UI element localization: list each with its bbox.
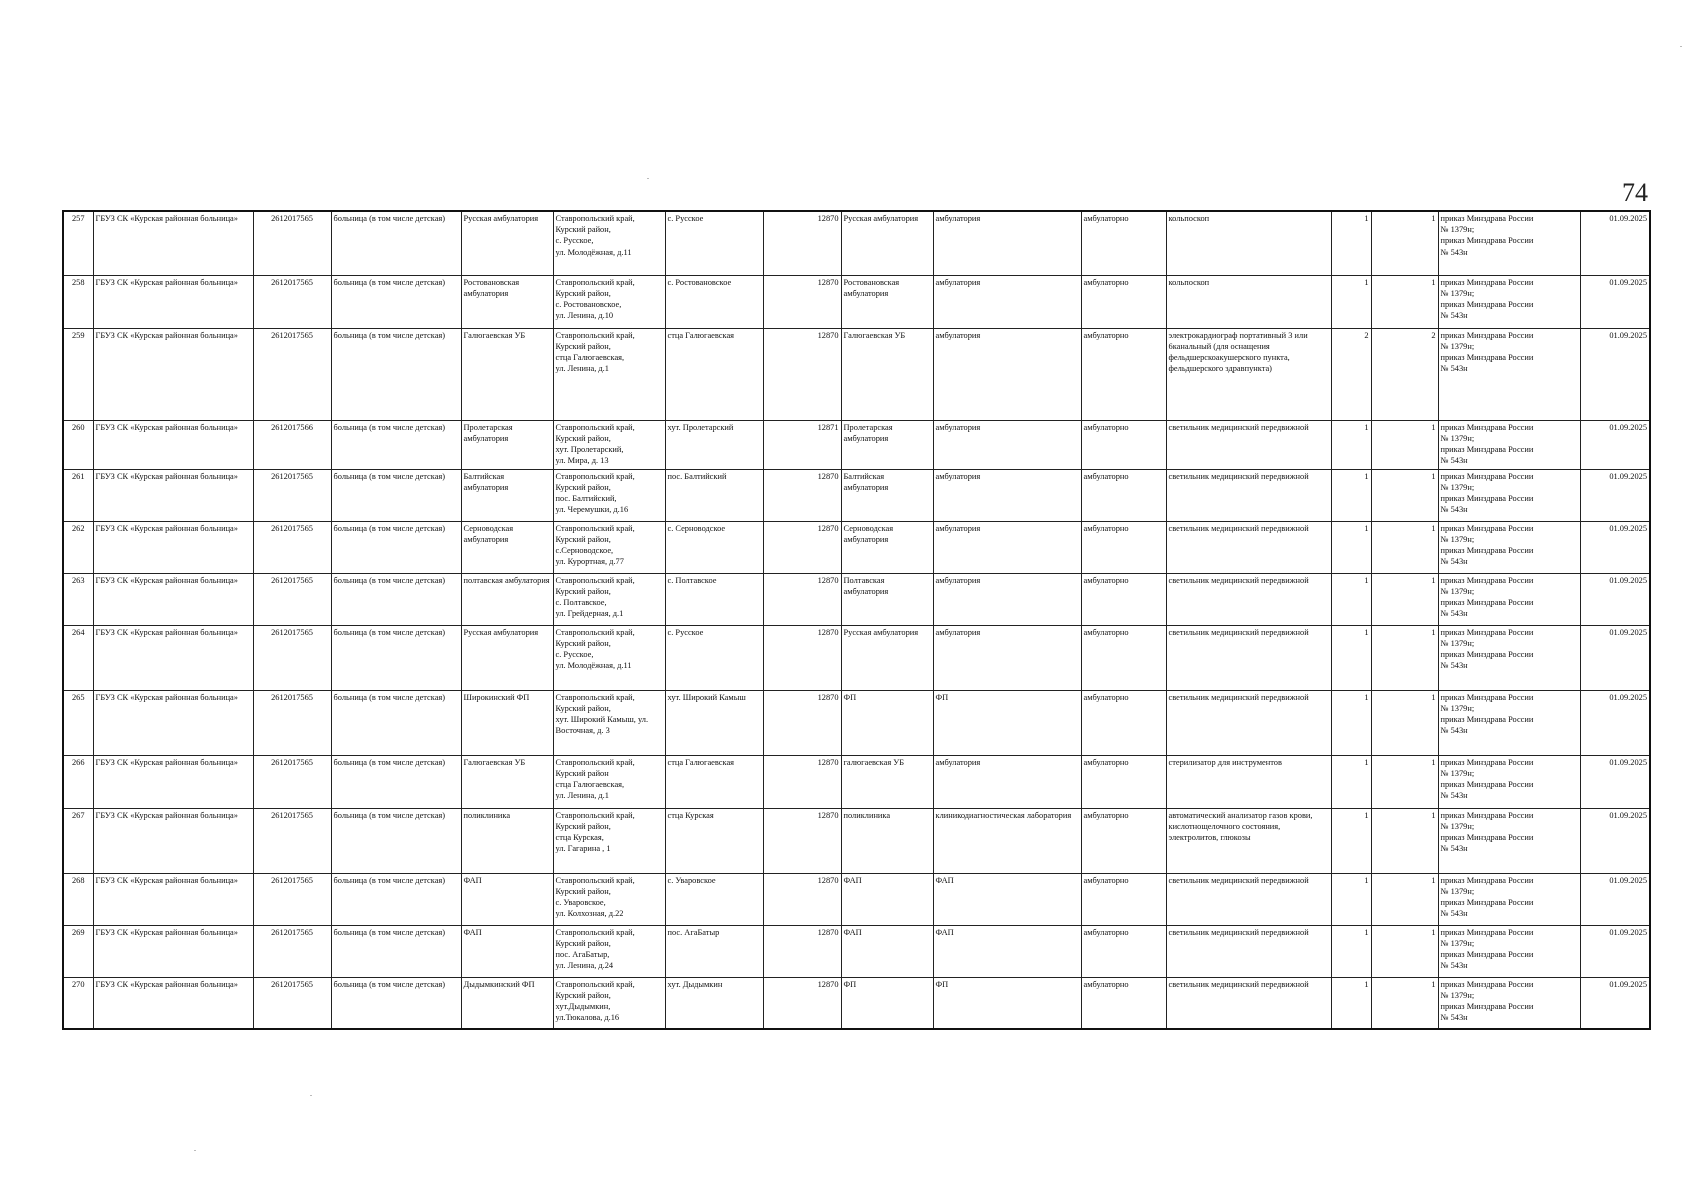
cell-quantity-required: 1 — [1331, 211, 1371, 275]
cell-inn: 2612017565 — [253, 977, 331, 1029]
table-row — [63, 521, 1650, 573]
cell-structural-unit: Балтийская амбулатория — [841, 469, 933, 521]
cell-date: 01.09.2025 — [1580, 873, 1650, 925]
table-row — [63, 873, 1650, 925]
cell-date: 01.09.2025 — [1580, 690, 1650, 755]
cell-facility-type: больница (в том числе детская) — [331, 469, 461, 521]
cell-unit-name: Галюгаевская УБ — [461, 755, 553, 808]
cell-date: 01.09.2025 — [1580, 469, 1650, 521]
cell-unit-name: поликлиника — [461, 808, 553, 873]
cell-quantity-required: 1 — [1331, 420, 1371, 469]
cell-address: Ставропольский край, Курский район, с. Полтавское, ул. Грейдерная, д.1 — [553, 573, 665, 625]
cell-locality: с. Полтавское — [665, 573, 763, 625]
cell-quantity-actual: 1 — [1371, 977, 1438, 1029]
cell-quantity-actual: 1 — [1371, 690, 1438, 755]
cell-unit-name: Балтийская амбулатория — [461, 469, 553, 521]
cell-facility-type: больница (в том числе детская) — [331, 977, 461, 1029]
cell-quantity-required: 1 — [1331, 521, 1371, 573]
cell-row-number: 257 — [63, 211, 93, 275]
cell-subdivision: ФП — [933, 977, 1081, 1029]
cell-inn: 2612017565 — [253, 690, 331, 755]
cell-code: 12870 — [763, 211, 841, 275]
cell-regulation-order: приказ Минздрава России № 1379н; приказ Минздрава России № 543н — [1438, 755, 1580, 808]
cell-code: 12871 — [763, 420, 841, 469]
cell-equipment-name: кольпоскоп — [1166, 275, 1331, 328]
cell-organization-name: ГБУЗ СК «Курская районная больница» — [93, 573, 253, 625]
cell-regulation-order: приказ Минздрава России № 1379н; приказ Минздрава России № 543н — [1438, 925, 1580, 977]
cell-locality: стца Галюгаевская — [665, 328, 763, 420]
cell-structural-unit: ФАП — [841, 925, 933, 977]
cell-organization-name: ГБУЗ СК «Курская районная больница» — [93, 521, 253, 573]
table-row — [63, 275, 1650, 328]
cell-unit-name: Галюгаевская УБ — [461, 328, 553, 420]
cell-subdivision: ФАП — [933, 873, 1081, 925]
cell-quantity-actual: 1 — [1371, 873, 1438, 925]
cell-structural-unit: ФП — [841, 690, 933, 755]
cell-inn: 2612017565 — [253, 328, 331, 420]
cell-locality: стца Курская — [665, 808, 763, 873]
cell-locality: с. Ростовановское — [665, 275, 763, 328]
cell-code: 12870 — [763, 625, 841, 690]
cell-inn: 2612017565 — [253, 625, 331, 690]
cell-facility-type: больница (в том числе детская) — [331, 690, 461, 755]
scan-speck — [310, 1095, 312, 1096]
cell-facility-type: больница (в том числе детская) — [331, 521, 461, 573]
cell-facility-type: больница (в том числе детская) — [331, 420, 461, 469]
scan-speck — [1680, 46, 1682, 47]
cell-code: 12870 — [763, 808, 841, 873]
cell-quantity-actual: 2 — [1371, 328, 1438, 420]
cell-regulation-order: приказ Минздрава России № 1379н; приказ Минздрава России № 543н — [1438, 420, 1580, 469]
cell-quantity-required: 2 — [1331, 328, 1371, 420]
cell-date: 01.09.2025 — [1580, 521, 1650, 573]
cell-care-condition: амбулаторно — [1081, 420, 1166, 469]
table-row — [63, 977, 1650, 1029]
scan-speck — [647, 178, 649, 179]
cell-equipment-name: светильник медицинский передвижной — [1166, 690, 1331, 755]
cell-row-number: 267 — [63, 808, 93, 873]
cell-regulation-order: приказ Минздрава России № 1379н; приказ Минздрава России № 543н — [1438, 808, 1580, 873]
cell-quantity-required: 1 — [1331, 690, 1371, 755]
cell-address: Ставропольский край, Курский район, пос. Балтийский, ул. Черемушки, д.16 — [553, 469, 665, 521]
table-row — [63, 420, 1650, 469]
cell-date: 01.09.2025 — [1580, 625, 1650, 690]
cell-equipment-name: кольпоскоп — [1166, 211, 1331, 275]
cell-inn: 2612017565 — [253, 211, 331, 275]
cell-facility-type: больница (в том числе детская) — [331, 625, 461, 690]
cell-quantity-required: 1 — [1331, 925, 1371, 977]
cell-care-condition: амбулаторно — [1081, 211, 1166, 275]
cell-subdivision: амбулатория — [933, 469, 1081, 521]
cell-unit-name: Русская амбулатория — [461, 211, 553, 275]
cell-address: Ставропольский край, Курский район, хут.Дыдымкин, ул.Тюкалова, д.16 — [553, 977, 665, 1029]
cell-quantity-actual: 1 — [1371, 925, 1438, 977]
table-row — [63, 690, 1650, 755]
cell-quantity-actual: 1 — [1371, 420, 1438, 469]
cell-inn: 2612017565 — [253, 873, 331, 925]
cell-quantity-required: 1 — [1331, 625, 1371, 690]
cell-inn: 2612017565 — [253, 808, 331, 873]
cell-quantity-required: 1 — [1331, 469, 1371, 521]
table-row — [63, 925, 1650, 977]
cell-row-number: 258 — [63, 275, 93, 328]
cell-facility-type: больница (в том числе детская) — [331, 873, 461, 925]
cell-care-condition: амбулаторно — [1081, 925, 1166, 977]
cell-locality: хут. Дыдымкин — [665, 977, 763, 1029]
cell-locality: хут. Широкий Камыш — [665, 690, 763, 755]
cell-quantity-actual: 1 — [1371, 573, 1438, 625]
cell-structural-unit: Пролетарская амбулатория — [841, 420, 933, 469]
cell-row-number: 270 — [63, 977, 93, 1029]
cell-address: Ставропольский край, Курский район, с. Ростовановское, ул. Ленина, д.10 — [553, 275, 665, 328]
cell-quantity-actual: 1 — [1371, 808, 1438, 873]
cell-date: 01.09.2025 — [1580, 808, 1650, 873]
table-body — [63, 211, 1650, 1029]
table-row — [63, 328, 1650, 420]
cell-care-condition: амбулаторно — [1081, 469, 1166, 521]
cell-organization-name: ГБУЗ СК «Курская районная больница» — [93, 625, 253, 690]
cell-inn: 2612017565 — [253, 755, 331, 808]
cell-organization-name: ГБУЗ СК «Курская районная больница» — [93, 275, 253, 328]
cell-locality: пос. АгаБатыр — [665, 925, 763, 977]
cell-unit-name: Серноводская амбулатория — [461, 521, 553, 573]
cell-subdivision: амбулатория — [933, 328, 1081, 420]
cell-care-condition: амбулаторно — [1081, 808, 1166, 873]
cell-address: Ставропольский край, Курский район, пос. АгаБатыр, ул. Ленина, д.24 — [553, 925, 665, 977]
cell-structural-unit: Ростовановская амбулатория — [841, 275, 933, 328]
cell-address: Ставропольский край, Курский район, стца Галюгаевская, ул. Ленина, д.1 — [553, 328, 665, 420]
cell-date: 01.09.2025 — [1580, 420, 1650, 469]
cell-regulation-order: приказ Минздрава России № 1379н; приказ Минздрава России № 543н — [1438, 328, 1580, 420]
cell-address: Ставропольский край, Курский район, с. Русское, ул. Молодёжная, д.11 — [553, 211, 665, 275]
equipment-registry-table — [62, 210, 1651, 1030]
cell-quantity-actual: 1 — [1371, 625, 1438, 690]
cell-care-condition: амбулаторно — [1081, 521, 1166, 573]
cell-quantity-actual: 1 — [1371, 755, 1438, 808]
cell-subdivision: амбулатория — [933, 420, 1081, 469]
cell-subdivision: амбулатория — [933, 573, 1081, 625]
cell-row-number: 266 — [63, 755, 93, 808]
cell-unit-name: Русская амбулатория — [461, 625, 553, 690]
cell-facility-type: больница (в том числе детская) — [331, 925, 461, 977]
cell-address: Ставропольский край, Курский район, хут. Широкий Камыш, ул. Восточная, д. 3 — [553, 690, 665, 755]
cell-address: Ставропольский край, Курский район, с. Уваровское, ул. Колхозная, д.22 — [553, 873, 665, 925]
cell-equipment-name: светильник медицинский передвижной — [1166, 573, 1331, 625]
cell-subdivision: амбулатория — [933, 755, 1081, 808]
table-row — [63, 755, 1650, 808]
cell-care-condition: амбулаторно — [1081, 977, 1166, 1029]
cell-structural-unit: ФАП — [841, 873, 933, 925]
cell-regulation-order: приказ Минздрава России № 1379н; приказ Минздрава России № 543н — [1438, 690, 1580, 755]
cell-facility-type: больница (в том числе детская) — [331, 808, 461, 873]
cell-structural-unit: Полтавская амбулатория — [841, 573, 933, 625]
cell-code: 12870 — [763, 469, 841, 521]
cell-inn: 2612017566 — [253, 420, 331, 469]
cell-care-condition: амбулаторно — [1081, 873, 1166, 925]
cell-equipment-name: электрокардиограф портативный 3 или 6канальный (для оснащения фельдшерскоакушерского пункта, фельдшерского здравпункта) — [1166, 328, 1331, 420]
cell-date: 01.09.2025 — [1580, 275, 1650, 328]
cell-code: 12870 — [763, 521, 841, 573]
cell-code: 12870 — [763, 977, 841, 1029]
cell-code: 12870 — [763, 573, 841, 625]
cell-code: 12870 — [763, 755, 841, 808]
scan-speck — [194, 1150, 196, 1151]
cell-facility-type: больница (в том числе детская) — [331, 211, 461, 275]
cell-date: 01.09.2025 — [1580, 573, 1650, 625]
cell-code: 12870 — [763, 275, 841, 328]
cell-date: 01.09.2025 — [1580, 211, 1650, 275]
cell-organization-name: ГБУЗ СК «Курская районная больница» — [93, 328, 253, 420]
cell-quantity-required: 1 — [1331, 977, 1371, 1029]
cell-organization-name: ГБУЗ СК «Курская районная больница» — [93, 977, 253, 1029]
cell-equipment-name: светильник медицинский передвижной — [1166, 977, 1331, 1029]
cell-inn: 2612017565 — [253, 925, 331, 977]
cell-equipment-name: светильник медицинский передвижной — [1166, 420, 1331, 469]
cell-locality: хут. Пролетарский — [665, 420, 763, 469]
cell-code: 12870 — [763, 873, 841, 925]
cell-equipment-name: автоматический анализатор газов крови, кислотнощелочного состояния, электролитов, глюкозы — [1166, 808, 1331, 873]
cell-organization-name: ГБУЗ СК «Курская районная больница» — [93, 690, 253, 755]
table-row — [63, 573, 1650, 625]
table-row — [63, 469, 1650, 521]
cell-quantity-required: 1 — [1331, 873, 1371, 925]
cell-inn: 2612017565 — [253, 469, 331, 521]
cell-code: 12870 — [763, 925, 841, 977]
cell-locality: пос. Балтийский — [665, 469, 763, 521]
cell-address: Ставропольский край, Курский район стца Галюгаевская, ул. Ленина, д.1 — [553, 755, 665, 808]
cell-quantity-actual: 1 — [1371, 521, 1438, 573]
cell-care-condition: амбулаторно — [1081, 573, 1166, 625]
cell-inn: 2612017565 — [253, 275, 331, 328]
cell-quantity-actual: 1 — [1371, 469, 1438, 521]
cell-facility-type: больница (в том числе детская) — [331, 573, 461, 625]
cell-regulation-order: приказ Минздрава России № 1379н; приказ Минздрава России № 543н — [1438, 625, 1580, 690]
cell-facility-type: больница (в том числе детская) — [331, 275, 461, 328]
cell-unit-name: ФАП — [461, 925, 553, 977]
cell-locality: с. Русское — [665, 211, 763, 275]
cell-address: Ставропольский край, Курский район, с. Русское, ул. Молодёжная, д.11 — [553, 625, 665, 690]
cell-care-condition: амбулаторно — [1081, 755, 1166, 808]
cell-inn: 2612017565 — [253, 573, 331, 625]
cell-row-number: 263 — [63, 573, 93, 625]
cell-unit-name: Ростовановская амбулатория — [461, 275, 553, 328]
cell-date: 01.09.2025 — [1580, 328, 1650, 420]
cell-structural-unit: Серноводская амбулатория — [841, 521, 933, 573]
cell-row-number: 269 — [63, 925, 93, 977]
cell-structural-unit: галюгаевская УБ — [841, 755, 933, 808]
cell-equipment-name: светильник медицинский передвижной — [1166, 873, 1331, 925]
cell-unit-name: полтавская амбулатория — [461, 573, 553, 625]
cell-regulation-order: приказ Минздрава России № 1379н; приказ Минздрава России № 543н — [1438, 469, 1580, 521]
cell-locality: стца Галюгаевская — [665, 755, 763, 808]
cell-unit-name: Пролетарская амбулатория — [461, 420, 553, 469]
cell-locality: с. Серноводское — [665, 521, 763, 573]
cell-structural-unit: Русская амбулатория — [841, 211, 933, 275]
cell-subdivision: клиникодиагностическая лаборатория — [933, 808, 1081, 873]
cell-row-number: 265 — [63, 690, 93, 755]
cell-address: Ставропольский край, Курский район, хут. Пролетарский, ул. Мира, д. 13 — [553, 420, 665, 469]
cell-row-number: 264 — [63, 625, 93, 690]
cell-equipment-name: светильник медицинский передвижной — [1166, 469, 1331, 521]
table-row — [63, 625, 1650, 690]
cell-organization-name: ГБУЗ СК «Курская районная больница» — [93, 469, 253, 521]
cell-care-condition: амбулаторно — [1081, 625, 1166, 690]
cell-code: 12870 — [763, 690, 841, 755]
cell-quantity-required: 1 — [1331, 573, 1371, 625]
cell-row-number: 260 — [63, 420, 93, 469]
cell-locality: с. Русское — [665, 625, 763, 690]
cell-facility-type: больница (в том числе детская) — [331, 328, 461, 420]
cell-care-condition: амбулаторно — [1081, 275, 1166, 328]
cell-quantity-actual: 1 — [1371, 211, 1438, 275]
table-row — [63, 211, 1650, 275]
cell-equipment-name: светильник медицинский передвижной — [1166, 925, 1331, 977]
cell-subdivision: ФП — [933, 690, 1081, 755]
cell-subdivision: ФАП — [933, 925, 1081, 977]
page-number: 74 — [1622, 178, 1648, 207]
cell-facility-type: больница (в том числе детская) — [331, 755, 461, 808]
cell-quantity-required: 1 — [1331, 808, 1371, 873]
cell-care-condition: амбулаторно — [1081, 690, 1166, 755]
cell-row-number: 261 — [63, 469, 93, 521]
cell-structural-unit: поликлиника — [841, 808, 933, 873]
cell-unit-name: ФАП — [461, 873, 553, 925]
cell-regulation-order: приказ Минздрава России № 1379н; приказ Минздрава России № 543н — [1438, 211, 1580, 275]
cell-regulation-order: приказ Минздрава России № 1379н; приказ Минздрава России № 543н — [1438, 873, 1580, 925]
cell-regulation-order: приказ Минздрава России № 1379н; приказ Минздрава России № 543н — [1438, 977, 1580, 1029]
cell-organization-name: ГБУЗ СК «Курская районная больница» — [93, 873, 253, 925]
cell-organization-name: ГБУЗ СК «Курская районная больница» — [93, 755, 253, 808]
cell-organization-name: ГБУЗ СК «Курская районная больница» — [93, 925, 253, 977]
cell-quantity-required: 1 — [1331, 755, 1371, 808]
cell-unit-name: Дыдымкинский ФП — [461, 977, 553, 1029]
cell-subdivision: амбулатория — [933, 521, 1081, 573]
cell-regulation-order: приказ Минздрава России № 1379н; приказ Минздрава России № 543н — [1438, 573, 1580, 625]
cell-structural-unit: Галюгаевская УБ — [841, 328, 933, 420]
table-row — [63, 808, 1650, 873]
cell-row-number: 259 — [63, 328, 93, 420]
cell-organization-name: ГБУЗ СК «Курская районная больница» — [93, 420, 253, 469]
cell-structural-unit: Русская амбулатория — [841, 625, 933, 690]
cell-quantity-actual: 1 — [1371, 275, 1438, 328]
cell-date: 01.09.2025 — [1580, 925, 1650, 977]
cell-subdivision: амбулатория — [933, 625, 1081, 690]
cell-row-number: 262 — [63, 521, 93, 573]
cell-equipment-name: светильник медицинский передвижной — [1166, 625, 1331, 690]
cell-regulation-order: приказ Минздрава России № 1379н; приказ Минздрава России № 543н — [1438, 521, 1580, 573]
cell-subdivision: амбулатория — [933, 275, 1081, 328]
cell-organization-name: ГБУЗ СК «Курская районная больница» — [93, 211, 253, 275]
cell-date: 01.09.2025 — [1580, 755, 1650, 808]
cell-quantity-required: 1 — [1331, 275, 1371, 328]
cell-structural-unit: ФП — [841, 977, 933, 1029]
cell-equipment-name: стерилизатор для инструментов — [1166, 755, 1331, 808]
cell-unit-name: Широкинский ФП — [461, 690, 553, 755]
cell-address: Ставропольский край, Курский район, стца Курская, ул. Гагарина , 1 — [553, 808, 665, 873]
cell-locality: с. Уваровское — [665, 873, 763, 925]
cell-row-number: 268 — [63, 873, 93, 925]
cell-address: Ставропольский край, Курский район, с.Серноводское, ул. Курортная, д.77 — [553, 521, 665, 573]
cell-date: 01.09.2025 — [1580, 977, 1650, 1029]
cell-code: 12870 — [763, 328, 841, 420]
cell-organization-name: ГБУЗ СК «Курская районная больница» — [93, 808, 253, 873]
cell-equipment-name: светильник медицинский передвижной — [1166, 521, 1331, 573]
cell-inn: 2612017565 — [253, 521, 331, 573]
cell-subdivision: амбулатория — [933, 211, 1081, 275]
cell-regulation-order: приказ Минздрава России № 1379н; приказ Минздрава России № 543н — [1438, 275, 1580, 328]
cell-care-condition: амбулаторно — [1081, 328, 1166, 420]
